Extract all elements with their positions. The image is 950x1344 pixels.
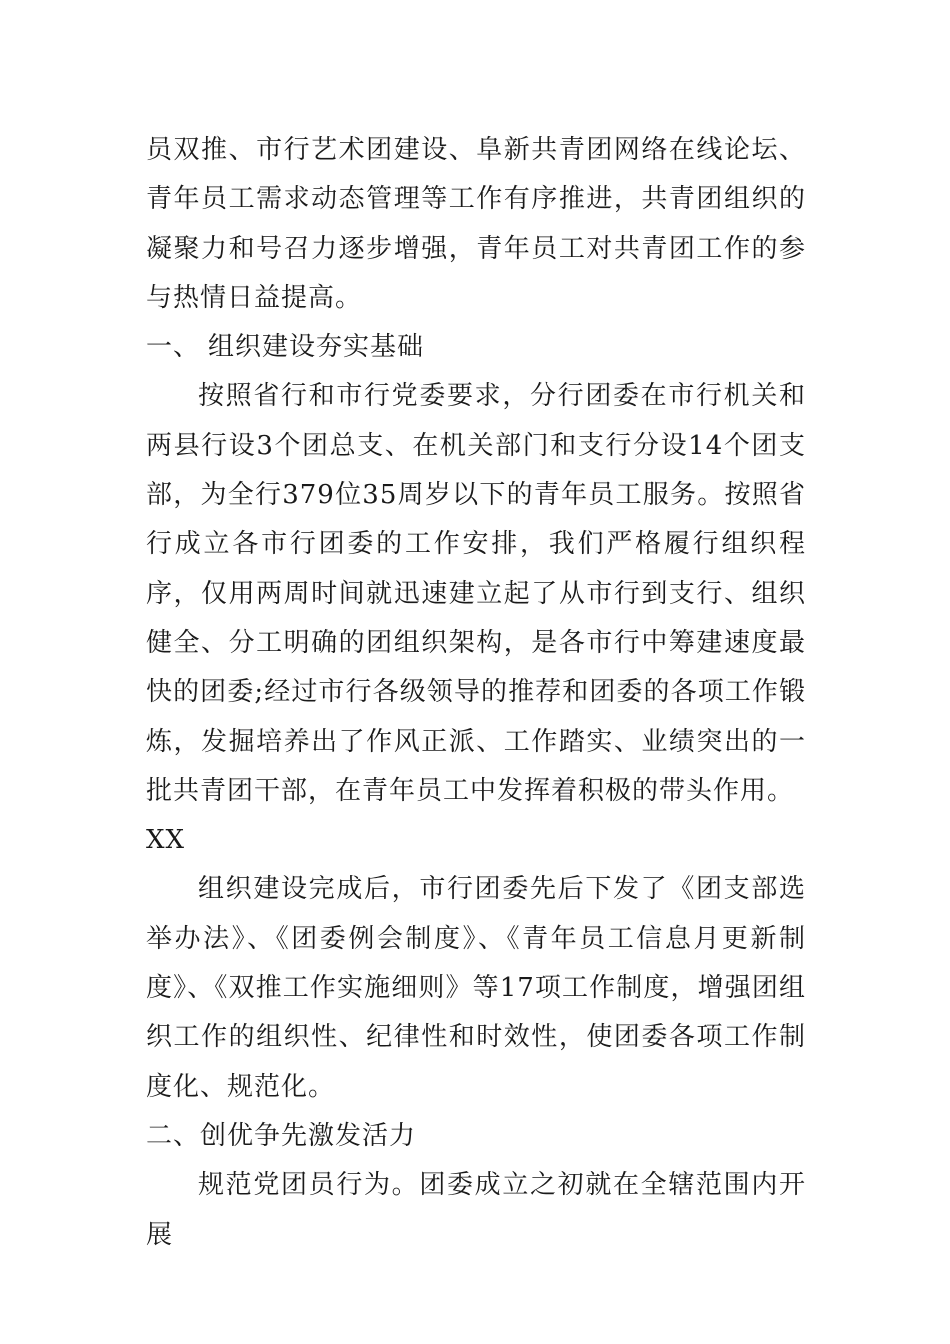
section-heading-2: 二、创优争先激发活力 <box>146 1120 417 1151</box>
section-heading-1-number: 一、 <box>146 332 201 363</box>
paragraph-intro-continued: 员双推、市行艺术团建设、阜新共青团网络在线论坛、青年员工需求动态管理等工作有序推进，共青团组织的凝聚力和号召力逐步增强，青年员工对共青团工作的参与热情日益提高。 <box>146 135 806 313</box>
document-body <box>146 126 806 1260</box>
paragraph-conduct: 规范党团员行为。团委成立之初就在全辖范围内开展 <box>146 1170 806 1250</box>
section-heading-1 <box>146 323 806 372</box>
paragraph-regulations: 组织建设完成后，市行团委先后下发了《团支部选举办法》、《团委例会制度》、《青年员工信息月更新制度》、《双推工作实施细则》等17项工作制度，增强团组织工作的组织性、纪律性和时效性，使团委各项工作制度化、规范化。 <box>146 874 806 1102</box>
paragraph-organization: 按照省行和市行党委要求，分行团委在市行机关和两县行设3个团总支、在机关部门和支行分设14个团支部，为全行379位35周岁以下的青年员工服务。按照省行成立各市行团委的工作安排，我们严格履行组织程序，仅用两周时间就迅速建立起了从市行到支行、组织健全、分工明确的团组织架构，是各市行中筹建速度最快的团委;经过市行各级领导的推荐和团委的各项工作锻炼，发掘培养出了作风正派、工作踏实、业绩突出的一批共青团干部，在青年员工中发挥着积极的带头作用。 <box>146 381 806 806</box>
placeholder-text: XX <box>146 825 186 856</box>
section-heading-1-title: 组织建设夯实基础 <box>208 332 425 363</box>
